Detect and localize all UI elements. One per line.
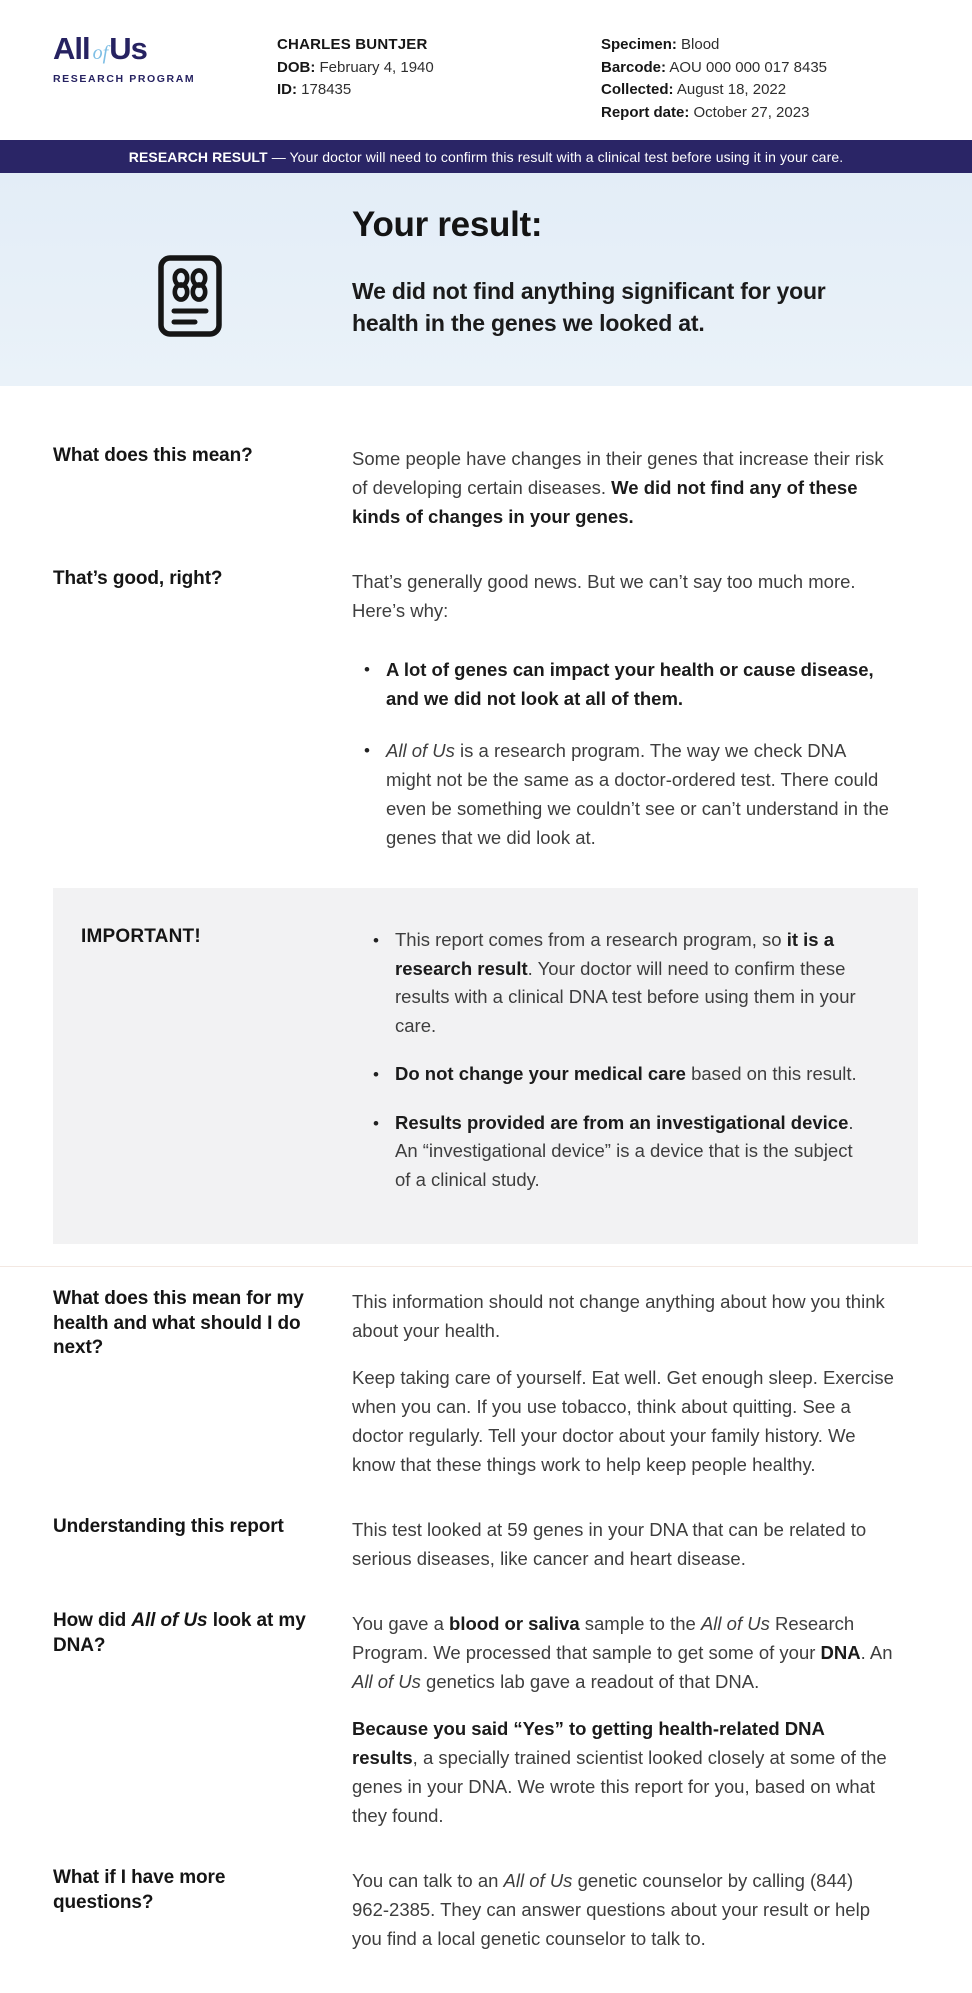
question-label: Understanding this report [53,1516,284,1537]
result-subtitle: We did not find anything significant for your health in the genes we looked at. [352,278,826,336]
dna-report-icon [158,255,222,342]
logo-all: All [53,31,90,66]
page-divider [0,1266,972,1267]
dob-value: February 4, 1940 [319,58,434,76]
report-date-row [601,102,827,125]
bullet-list [364,655,894,852]
important-bullet-list [373,926,868,1214]
report-date-label: Report date: [601,103,690,121]
answer-paragraph: That’s generally good news. But we can’t say too much more. Here’s why: [352,571,856,621]
answer-paragraph: This test looked at 59 genes in your DNA that can be related to serious diseases, like cancer and heart disease. [352,1519,867,1569]
section-what-does-this-mean [0,444,972,531]
specimen-info [601,30,827,124]
question-label: What if I have more questions? [53,1867,226,1913]
collected-label: Collected: [601,81,674,98]
report-date-value: October 27, 2023 [693,103,810,121]
research-result-banner [0,140,972,173]
all-of-us-logo [53,31,203,85]
patient-id [277,79,434,102]
collected-row [601,79,827,102]
answer-paragraph: Keep taking care of yourself. Eat well. Get enough sleep. Exercise when you can. If you use tobacco, think about quitting. See a doctor regularly. Tell your doctor about your family history. We know that these things work to help keep people healthy. [352,1367,894,1475]
patient-name: CHARLES BUNTJER [277,36,428,53]
logo-subtitle: RESEARCH PROGRAM [53,73,196,85]
logo-of: of [92,42,109,64]
important-box [53,888,918,1244]
barcode-value: AOU 000 000 017 8435 [669,58,827,76]
answer-paragraph: Some people have changes in their genes that increase their risk of developing certain diseases. We did not find any of these kinds of changes in your genes. [352,448,884,527]
answer-block [352,567,894,852]
section-health-next-steps [0,1287,972,1479]
id-value: 178435 [301,81,352,98]
bullet-item: • A lot of genes can impact your health or cause disease, and we did not look at all of them. [364,655,894,713]
important-grid [81,924,868,1214]
bullet-item: • This report comes from a research program, so it is a research result. Your doctor will need to confirm these results with a clinical DNA test before using them in your care. [373,926,868,1040]
collected-value: August 18, 2022 [676,81,787,98]
patient-dob [277,57,434,80]
answer-block [352,1866,894,1953]
section-understanding-report [0,1515,972,1573]
patient-info [277,30,434,102]
id-label: ID: [277,81,297,98]
answer-block [352,1515,894,1573]
answer-paragraph: This information should not change anything about how you think about your health. [352,1291,885,1341]
question-label: What does this mean for my health and what should I do next? [53,1288,304,1358]
bullet-item: • All of Us is a research program. The way we check DNA might not be the same as a doctor-ordered test. There could even be something we couldn’t see or can’t understand in the genes that we did look at. [364,736,894,852]
question-label: How did All of Us look at my DNA? [53,1610,306,1656]
report-body [0,386,972,1993]
result-text-block [352,205,872,342]
question-label: That’s good, right? [53,568,223,589]
answer-block [352,444,894,531]
question-label: What does this mean? [53,445,253,466]
section-more-questions [0,1866,972,1953]
important-heading: IMPORTANT! [81,926,201,947]
result-title: Your result: [352,205,543,244]
banner-text: RESEARCH RESULT — Your doctor will need to confirm this result with a clinical test before using it in your care. [128,148,844,165]
bullet-item: • Do not change your medical care based on this result. [373,1060,868,1089]
answer-block [352,1609,894,1830]
answer-paragraph: You can talk to an All of Us genetic counselor by calling (844) 962-2385. They can answer questions about your result or help you find a local genetic counselor to talk to. [352,1870,870,1949]
specimen-row [601,34,827,57]
specimen-label: Specimen: [601,36,677,53]
section-how-looked-at-dna [0,1609,972,1830]
report-header [0,0,972,140]
result-hero-section [0,173,972,386]
dob-label: DOB: [277,58,316,76]
bullet-item: • Results provided are from an investigational device. An “investigational device” is a device that is the subject of a clinical study. [373,1109,868,1195]
answer-paragraph: Because you said “Yes” to getting health-related DNA results, a specially trained scientist looked closely at some of the genes in your DNA. We wrote this report for you, based on what they found. [352,1718,887,1826]
barcode-row [601,57,827,80]
specimen-value: Blood [681,36,720,53]
logo-wordmark [53,31,203,70]
answer-block [352,1287,894,1479]
logo-us: Us [109,31,147,66]
barcode-label: Barcode: [601,58,667,76]
answer-paragraph: You gave a blood or saliva sample to the All of Us Research Program. We processed that sample to get some of your DNA. An All of Us genetics lab gave a readout of that DNA. [352,1613,893,1692]
section-thats-good-right [0,567,972,852]
